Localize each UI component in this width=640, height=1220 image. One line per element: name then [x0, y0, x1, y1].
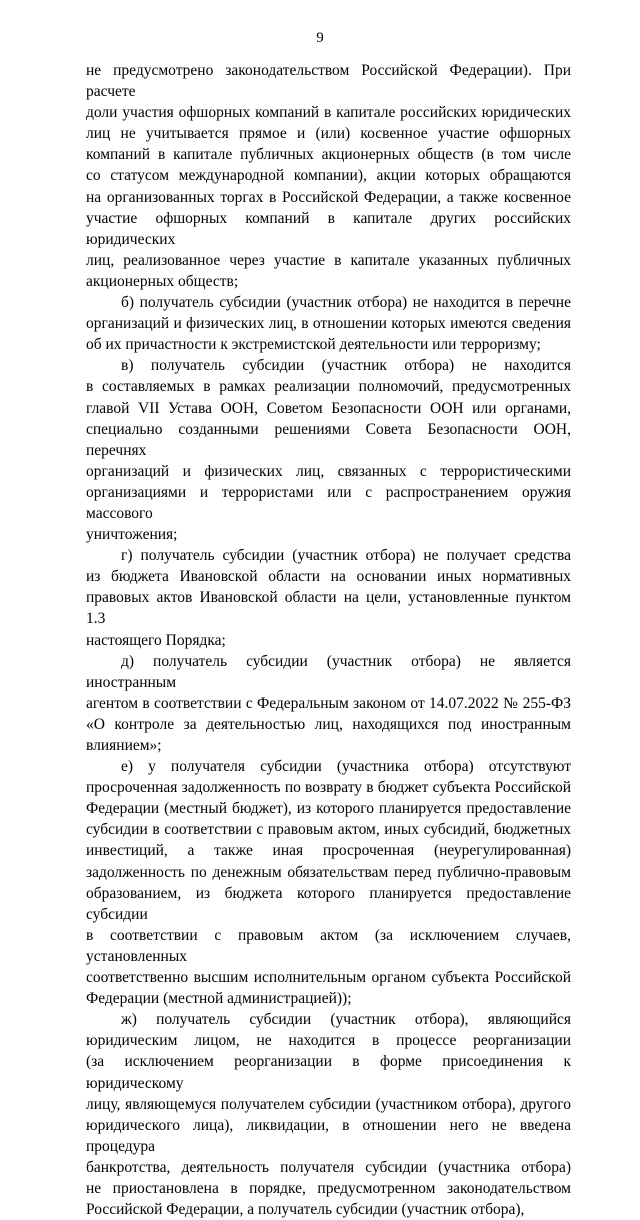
text-line: влиянием»;: [86, 737, 162, 754]
paragraph-d: [86, 651, 571, 756]
text-line: (за исключением реорганизации в форме присоединения к юридическому: [86, 1053, 571, 1092]
text-line: юридическим лицом, не находится в процессе реорганизации: [86, 1032, 571, 1050]
text-line: со статусом международной компании), акции которых обращаются: [86, 167, 571, 185]
text-line: из бюджета Ивановской области на основании иных нормативных: [86, 568, 571, 586]
text-line: правовых актов Ивановской области на цели, установленные пунктом 1.3: [86, 589, 571, 628]
text-line: Федерации (местный бюджет), из которого планируется предоставление: [86, 800, 571, 818]
text-line: в соответствии с правовым актом (за исключением случаев, установленных: [86, 926, 571, 965]
text-line: б) получатель субсидии (участник отбора) не находится в перечне: [121, 294, 571, 312]
text-line: настоящего Порядка;: [86, 631, 226, 649]
paragraph-g: [86, 545, 571, 650]
document-body: [86, 60, 571, 1220]
page-number: 9: [316, 30, 324, 46]
text-line: организациями и террористами или с распространением оружия массового: [86, 483, 571, 522]
text-line: на организованных торгах в Российской Федерации, а также косвенное: [86, 188, 571, 206]
text-line: г) получатель субсидии (участник отбора) не получает средства: [121, 547, 571, 565]
text-line: образованием, из бюджета которого планируется предоставление субсидии: [86, 884, 571, 923]
text-line: «О контроле за деятельностью лиц, находящихся под иностранным: [86, 715, 571, 733]
text-line: акционерных обществ;: [86, 272, 239, 290]
text-line: об их причастности к экстремистской деятельности или терроризму;: [86, 336, 541, 354]
text-line: соответственно высшим исполнительным органом субъекта Российской: [86, 969, 571, 987]
text-line: в составляемых в рамках реализации полномочий, предусмотренных: [86, 378, 571, 396]
text-line: в) получатель субсидии (участник отбора) не находится: [121, 357, 571, 375]
text-line: юридического лица), ликвидации, в отношении него не введена процедура: [86, 1116, 571, 1155]
text-line: компаний в капитале публичных акционерных обществ (в том числе: [86, 146, 571, 164]
paragraph-zh: [86, 1009, 571, 1220]
text-line: организаций и физических лиц, в отношении которых имеются сведения: [86, 315, 571, 333]
text-line: не приостановлена в порядке, предусмотренном законодательством: [86, 1179, 571, 1197]
text-line: Российской Федерации, а получатель субсидии (участник отбора),: [86, 1201, 525, 1219]
text-line: задолженность по денежным обязательствам перед публично-правовым: [86, 863, 571, 881]
text-line: Федерации (местной администрацией));: [86, 990, 352, 1008]
text-line: участие офшорных компаний в капитале других российских юридических: [86, 209, 571, 248]
text-line: лиц, реализованное через участие в капитале указанных публичных: [86, 251, 571, 269]
text-line: уничтожения;: [86, 526, 178, 544]
text-line: доли участия офшорных компаний в капитале российских юридических: [86, 104, 571, 122]
paragraph-e: [86, 756, 571, 1009]
paragraph-b: [86, 292, 571, 355]
text-line: субсидии в соответствии с правовым актом, иных субсидий, бюджетных: [86, 821, 571, 839]
text-line: не предусмотрено законодательством Российской Федерации). При расчете: [86, 62, 571, 101]
text-line: просроченная задолженность по возврату в бюджет субъекта Российской: [86, 779, 571, 797]
text-line: инвестиций, а также иная просроченная (неурегулированная): [86, 842, 571, 860]
text-line: лицу, являющемуся получателем субсидии (участником отбора), другого: [86, 1095, 571, 1113]
paragraph-continuation: [86, 60, 571, 292]
text-line: е) у получателя субсидии (участника отбора) отсутствуют: [121, 758, 571, 776]
text-line: лиц не учитывается прямое и (или) косвенное участие офшорных: [86, 125, 571, 143]
paragraph-v: [86, 355, 571, 545]
text-line: специально созданными решениями Совета Безопасности ООН, перечнях: [86, 420, 571, 459]
text-line: ж) получатель субсидии (участник отбора), являющийся: [121, 1011, 571, 1029]
text-line: организаций и физических лиц, связанных с террористическими: [86, 462, 571, 480]
text-line: д) получатель субсидии (участник отбора) не является иностранным: [86, 652, 571, 691]
text-line: главой VII Устава ООН, Советом Безопасности ООН или органами,: [86, 399, 571, 417]
text-line: агентом в соответствии с Федеральным законом от 14.07.2022 № 255-ФЗ: [86, 694, 571, 712]
text-line: банкротства, деятельность получателя субсидии (участника отбора): [86, 1158, 571, 1176]
